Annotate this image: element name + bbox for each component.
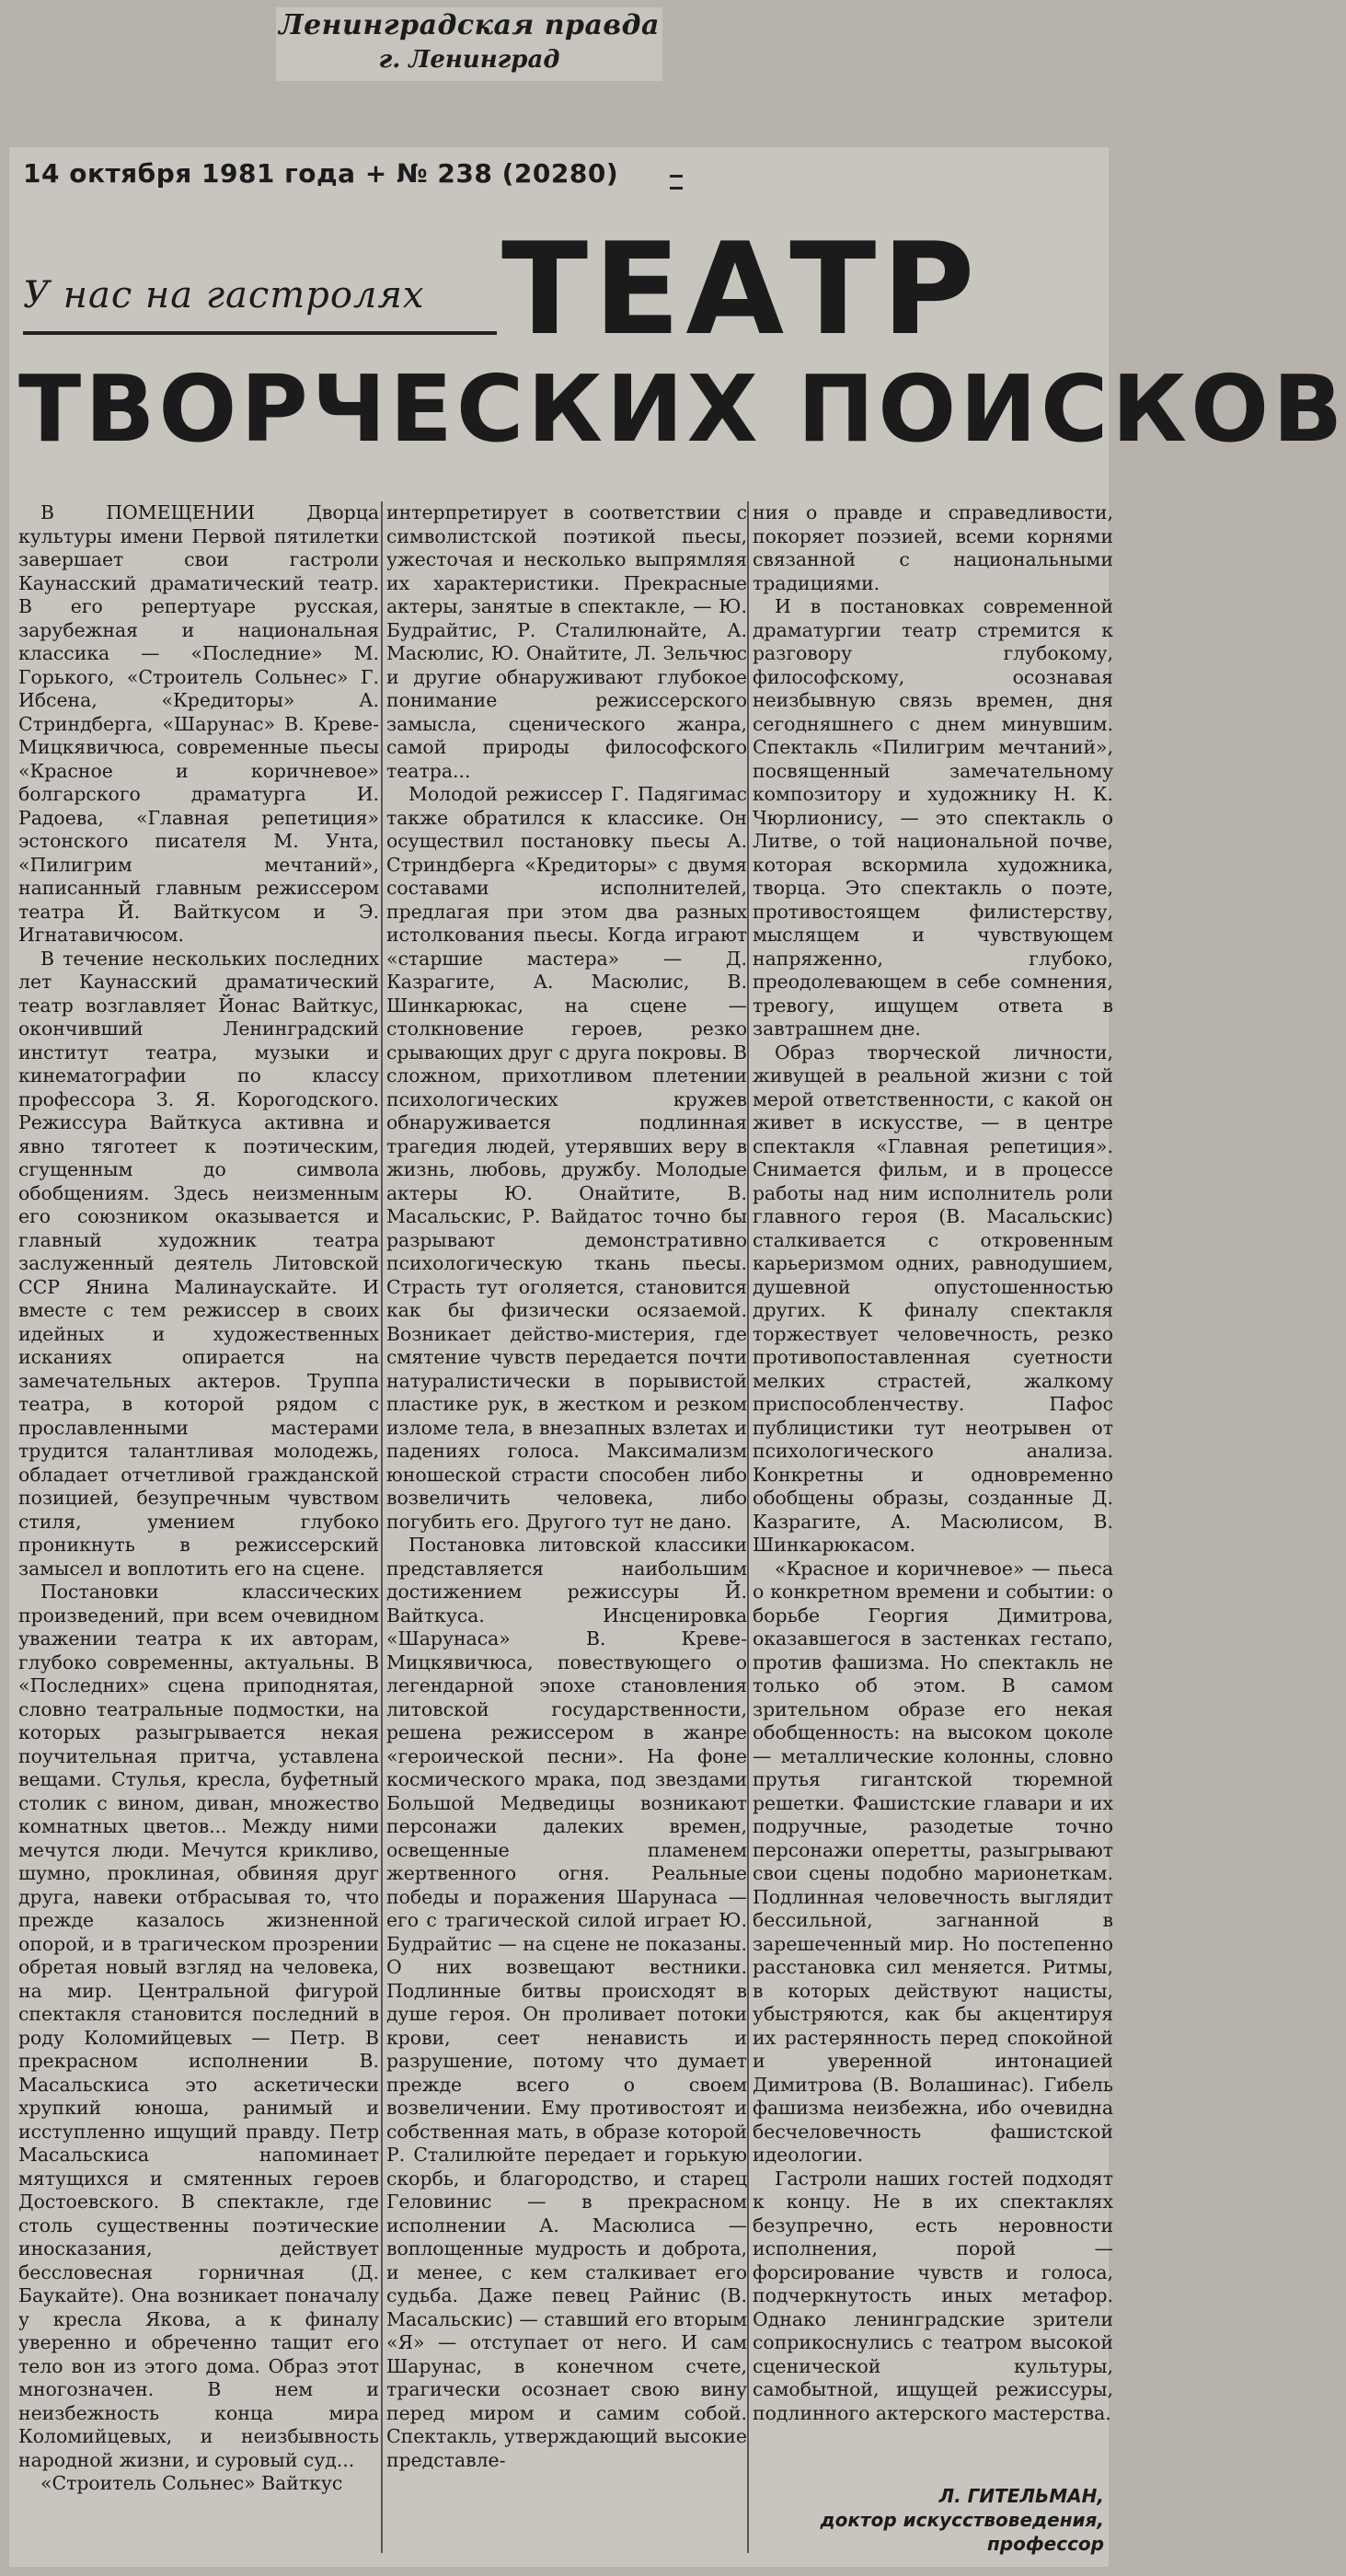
stamp-city: г. Ленинград (378, 46, 560, 74)
column-separator (747, 501, 749, 2553)
paragraph: «Строитель Сольнес» Вайткус (40, 2472, 343, 2494)
author-signature (791, 2484, 1104, 2556)
author-name: Л. ГИТЕЛЬМАН, (938, 2485, 1104, 2507)
issue-dateline: 14 октября 1981 года + № 238 (20280) (23, 158, 619, 189)
article-column-1 (18, 501, 379, 2544)
paragraph: Постановки классических произведений, при всем очевидном уважении театра к их авторам, глубоко современны, актуальны. В «Последних» сцена приподнятая, словно театральные подмостки, на которых разыгрывается некая поучительная притча, уставлена вещами. Стулья, кресла, буфетный столик с вином, диван, множество комнатных цветов... Между ними мечутся люди. Мечутся крикливо, шумно, проклиная, обвиняя друг друга, навеки отбрасывая то, что прежде казалось жизненной опорой, и в трагическом прозрении обретая новый взгляд на человека, на мир. Центральной фигурой спектакля становится последний в роду Коломийцевых — Петр. В прекрасном исполнении В. Масальскиса это аскетически хрупкий юноша, ранимый и исступленно ищущий правду. Петр Масальскиса напоминает мятущихся и смятенных героев Достоевского. В спектакле, где столь существенны поэтические иносказания, действует бессловесная горничная (Д. Баукайте). Она возникает поначалу у кресла Якова, а к финалу уверенно и обреченно тащит его тело вон из этого дома. Образ этот многозначен. В нем и неизбежность конца мира Коломийцевых, и неизбывность народной жизни, и суровый суд... (18, 1581, 379, 2471)
archive-stamp (276, 7, 662, 81)
headline-line-1: ТЕАТР (501, 215, 981, 363)
paragraph: Образ творческой личности, живущей в реальной жизни с той мерой ответственности, с какой он живет в искусстве, — в центре спектакля «Главная репетиция». Снимается фильм, и в процессе работы над ним исполнитель роли главного героя (В. Масальскис) сталкивается с откровенным карьеризмом одних, равнодушием, душевной опустошенностью других. К финалу спектакля торжествует человечность, резко противопоставленная суетности мелких страстей, жалкому приспособленчеству. Пафос публицистики тут неотрывен от психологического анализа. Конкретны и одновременно обобщены образы, созданные Д. Казрагите, А. Масюлисом, В. Шинкарюкасом. (753, 1041, 1113, 1556)
paragraph: Молодой режиссер Г. Падягимас также обратился к классике. Он осуществил постановку пьесы А. Стриндберга «Кредиторы» с двумя составами исполнителей, предлагая при этом два разных истолкования пьесы. Когда играют «старшие мастера» — Д. Казрагите, А. Масюлис, В. Шинкарюкас, на сцене — столкновение героев, резко срывающих друг с друга покровы. В сложном, прихотливом плетении психологических кружев обнаруживается подлинная трагедия людей, утерявших веру в жизнь, любовь, дружбу. Молодые актеры Ю. Онайтите, В. Масальскис, Р. Вайдатос точно бы разрывают демонстративно психологическую ткань пьесы. Страсть тут оголяется, становится как бы физически осязаемой. Возникает действо-мистерия, где смятение чувств передается почти натуралистически в порывистой пластике рук, в жестком и резком изломе тела, в внезапных взлетах и падениях голоса. Максимализм юношеской страсти способен либо возвеличить человека, либо погубить его. Другого тут не дано. (386, 783, 747, 1533)
paragraph: Постановка литовской классики представляется наибольшим достижением режиссуры Й. Вайткуса. Инсценировка «Шарунаса» В. Креве-Мицкявичюса, повествующего о легендарной эпохе становления литовской государственности, решена режиссером в жанре «героической песни». На фоне космического мрака, под звездами Большой Медведицы возникают персонажи далеких времен, освещенные пламенем жертвенного огня. Реальные победы и поражения Шарунаса — его с трагической силой играет Ю. Будрайтис — на сцене не показаны. О них возвещают вестники. Подлинные битвы происходят в душе героя. Он проливает потоки крови, сеет ненависть и разрушение, потому что думает прежде всего о своем возвеличении. Ему противостоят и собственная мать, в образе которой Р. Сталилюйте передает и горькую скорбь, и благородство, и старец Геловинис — в прекрасном исполнении А. Масюлиса — воплощенные мудрость и доброта, и менее, с кем сталкивает его судьба. Даже певец Райнис (В. Масальскис) — ставший его вторым «Я» — отступает от него. И сам Шарунас, в конечном счете, трагически осознает свою вину перед миром и самим собой. Спектакль, утверждающий высокие представле- (386, 1534, 747, 2471)
paragraph: И в постановках современной драматургии театр стремится к разговору глубокому, философскому, осознавая неизбывную связь времен, дня сегодняшнего с днем минувшим. Спектакль «Пилигрим мечтаний», посвященный замечательному композитору и художнику Н. К. Чюрлионису, — это спектакль о Литве, о той национальной почве, которая вскормила художника, творца. Это спектакль о поэте, противостоящем филистерству, мыслящем и чувствующем напряженно, глубоко, преодолевающем в себе сомнения, тревогу, ищущем ответа в завтрашнем дне. (753, 595, 1113, 1040)
column-separator (381, 501, 383, 2553)
paragraph: В ПОМЕЩЕНИИ Дворца культуры имени Первой пятилетки завершает свои гастроли Каунасский драматический театр. В его репертуаре русская, зарубежная и национальная классика — «Последние» М. Горького, «Строитель Сольнес» Г. Ибсена, «Кредиторы» А. Стриндберга, «Шарунас» В. Креве-Мицкявичюса, современные пьесы «Красное и коричневое» болгарского драматурга И. Радоева, «Главная репетиция» эстонского писателя М. Унта, «Пилигрим мечтаний», написанный главным режиссером театра Й. Вайткусом и Э. Игнатавичюсом. (18, 501, 379, 946)
paragraph: Гастроли наших гостей подходят к концу. Не в их спектаклях безупречно, есть неровности исполнения, порой — форсирование чувств и голоса, подчеркнутость иных метафор. Однако ленинградские зрители соприкоснулись с театром высокой сценической культуры, самобытной, ищущей режиссуры, подлинного актерского мастерства. (753, 2167, 1113, 2424)
article-column-3 (753, 501, 1113, 2424)
stamp-newspaper-name: Ленинградская правда (279, 9, 660, 41)
paragraph: интерпретирует в соответствии с символистской поэтикой пьесы, ужесточая и несколько выпрямляя их характеристики. Прекрасные актеры, занятые в спектакле, — Ю. Будрайтис, Р. Сталилюнайте, А. Масюлис, Ю. Онайтите, Л. Зельчюс и другие обнаруживают глубокое понимание режиссерского замысла, сценического жанра, самой природы философского театра... (386, 501, 747, 782)
article-column-2 (386, 501, 747, 2553)
paragraph: ния о правде и справедливости, покоряет поэзией, всеми корнями связанной с национальными традициями. (753, 501, 1113, 594)
paragraph: «Красное и коричневое» — пьеса о конкретном времени и событии: о борьбе Георгия Димитрова, оказавшегося в застенках гестапо, против фашизма. Но спектакль не только об этом. В самом зрительном образе его некая обобщенность: на высоком цоколе — металлические колонны, словно прутья гигантской тюремной решетки. Фашистские главари и их подручные, разодетые точно персонажи оперетты, разыгрывают свои сцены подобно марионеткам. Подлинная человечность выглядит бессильной, загнанной в зарешеченный мир. Но постепенно расстановка сил меняется. Ритмы, в которых действуют нацисты, убыстряются, как бы акцентируя их растерянность перед спокойной и уверенной интонацией Димитрова (В. Волашинас). Гибель фашизма неизбежна, ибо очевидна бесчеловечность фашистской идеологии. (753, 1557, 1113, 2166)
author-title: доктор искусствоведения, (820, 2509, 1104, 2531)
rubric-underline (23, 331, 497, 335)
dateline-rule (670, 175, 683, 190)
author-title: профессор (986, 2533, 1104, 2555)
paragraph: В течение нескольких последних лет Каунасский драматический театр возглавляет Йонас Вайткус, окончивший Ленинградский институт театра, музыки и кинематографии по классу профессора З. Я. Корогодского. Режиссура Вайткуса активна и явно тяготеет к поэтическим, сгущенным до символа обобщениям. Здесь неизменным его союзником оказывается и главный художник театра заслуженный деятель Литовской ССР Янина Малинаускайте. И вместе с тем режиссер в своих идейных и художественных исканиях опирается на замечательных актеров. Труппа театра, в которой рядом с прославленными мастерами трудится талантливая молодежь, обладает отчетливой гражданской позицией, безупречным чувством стиля, умением глубоко проникнуть в режиссерский замысел и воплотить его на сцене. (18, 947, 379, 1580)
section-rubric: У нас на гастролях (23, 274, 425, 316)
headline-line-2: ТВОРЧЕСКИХ ПОИСКОВ (18, 355, 1346, 463)
